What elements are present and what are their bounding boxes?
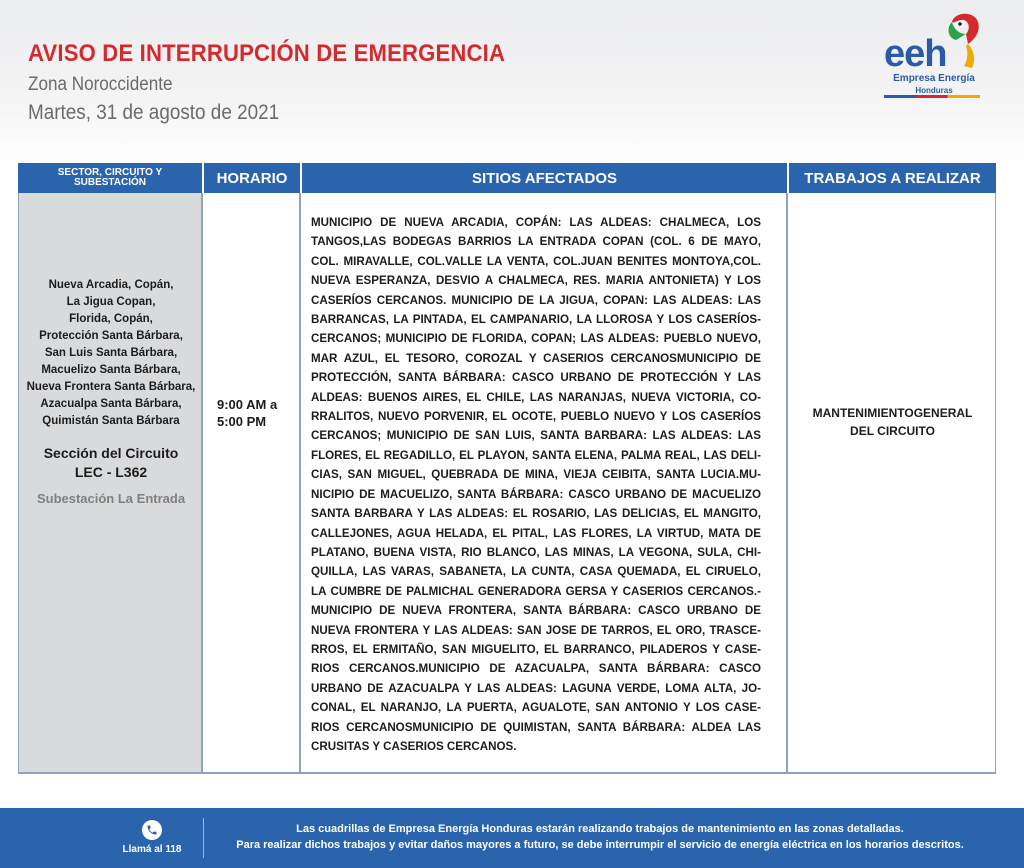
logo-tricolor-line	[884, 95, 980, 98]
logo-company: Empresa Energía	[893, 73, 975, 84]
place-item: Nueva Arcadia, Copán,	[48, 279, 174, 291]
place-item: San Luis Santa Bárbara,	[44, 347, 178, 359]
horario-cell	[202, 193, 300, 774]
trabajos-cell	[787, 193, 996, 774]
header-sitios: SITIOS AFECTADOS	[471, 169, 617, 187]
sitios-cell	[300, 193, 787, 774]
footer-line-2: Para realizar dichos trabajos y evitar daños mayores a futuro, se debe interrumpir el servicio de energía eléctrica en los horarios descritos.	[236, 839, 964, 851]
affected-sites-text: MUNICIPIO DE NUEVA ARCADIA, COPÁN: LAS ALDEAS: CHALMECA, LOS TANGOS,LAS BODEGAS BARRIOS LA ENTRADA COPAN (COL. 6 DE MAYO, COL. MIRAVALLE, COL.VALLE LA VENTA, COL.JUAN BENITES MONTOYA,COL. NUEVA ESPERANZA, DESVIO A CHALMECA, RES. MARIA ANTONIETA) Y LOS CASERÍOS CERCANOS. MUNICIPIO DE LA JIGUA, COPAN: LAS ALDEAS: LAS BARRANCAS, LA PINTADA, EL CAMPANARIO, LA LLOROSA Y LOS CASERÍOS-CERCANOS; MUNICIPIO DE FLORIDA, COPAN; LAS ALDEAS: PUEBLO NUEVO, MAR AZUL, EL TESORO, COROZAL Y CASERIOS CERCANOSMUNICIPIO DE PROTECCIÓN, SANTA BÁRBARA: CASCO URBANO DE PROTECCIÓN Y LAS ALDEAS: BUENOS AIRES, EL CHILE, LAS NARANJAS, NUEVA VICTORIA, CO-RRALITOS, NUEVO PORVENIR, EL OCOTE, PUEBLO NUEVO Y LOS CASERÍOS CERCANOS; MUNICIPIO DE SAN LUIS, SANTA BARBARA: LAS ALDEAS: LAS FLORES, EL REGADILLO, EL PLAYON, SANTA ELENA, PALMA REAL, LAS DELI-CIAS, SAN MIGUEL, QUEBRADA DE MINA, VIEJA CEIBITA, SANTA LUCIA.MU-NICIPIO DE MACUELIZO, SANTA BÁRBARA: CASCO URBANO DE MACUELIZO SANTA BARBARA Y LAS ALDEAS: EL ROSARIO, LAS DELICIAS, EL MANGITO, CALLEJONES, AGUA HELADA, EL PITAL, LAS FLORES, LA VIRTUD, MATA DE PLATANO, BUENA VISTA, RIO BLANCO, LAS MINAS, LA VEGONA, SULA, CHI-QUILLA, LAS VARAS, SABANETA, LA CUNTA, CASA QUEMADA, EL CIRUELO, LA CUMBRE DE PALMICHAL GENERADORA GERSA Y CASERIOS CERCANOS.-MUNICIPIO DE NUEVA FRONTERA, SANTA BÁRBARA: CASCO URBANO DE NUEVA FRONTERA Y LAS ALDEAS: SAN JOSE DE TARROS, EL ORO, TRASCE-RROS, EL ERMITAÑO, SAN MIGUELITO, EL BARRANCO, PILADEROS Y CASE-RIOS CERCANOS.MUNICIPIO DE AZACUALPA, SANTA BÁRBARA: CASCO URBANO DE AZACUALPA Y LAS ALDEAS: LAGUNA VERDE, LOMA ALTA, JO-CONAL, EL NARANJO, LA PUERTA, AGUALOTE, SAN ANTONIO Y LOS CASE-RIOS CERCANOSMUNICIPIO DE QUIMISTAN, SANTA BÁRBARA: ALDEA LAS CRUSITAS Y CASERIOS CERCANOS.	[311, 216, 761, 753]
footer-line-1: Las cuadrillas de Empresa Energía Honduras estarán realizando trabajos de mantenimiento en las zonas detalladas.	[296, 823, 904, 835]
schedule-start: 9:00 AM a	[217, 397, 278, 412]
schedule-end: 5:00 PM	[217, 414, 267, 429]
place-item: Azacualpa Santa Bárbara,	[40, 398, 182, 410]
circuit-section-title: Sección del Circuito	[43, 445, 179, 461]
circuit-section	[19, 444, 203, 482]
work-line: DEL CIRCUITO	[850, 424, 935, 438]
work-description	[788, 404, 997, 440]
place-item: Nueva Frontera Santa Bárbara,	[26, 381, 196, 393]
sector-cell	[18, 193, 202, 774]
table-row	[18, 193, 996, 774]
logo-country: Honduras	[915, 86, 953, 95]
date-label: Martes, 31 de agosto de 2021	[28, 101, 280, 124]
header-trabajos: TRABAJOS A REALIZAR	[804, 169, 981, 187]
header-horario: HORARIO	[216, 169, 288, 187]
affected-places-list	[19, 277, 203, 430]
footer-notice	[210, 821, 990, 853]
footer-divider	[203, 818, 204, 858]
place-item: Macuelizo Santa Bárbara,	[41, 364, 181, 376]
substation-label: Subestación La Entrada	[36, 491, 186, 506]
header-sector-label: SECTOR, CIRCUITO Y SUBESTACIÓN	[57, 167, 163, 188]
place-item: La Jigua Copan,	[66, 296, 156, 308]
zone-label: Zona Noroccidente	[28, 74, 173, 95]
circuit-code: LEC - L362	[74, 464, 148, 480]
place-item: Protección Santa Bárbara,	[39, 330, 183, 342]
place-item: Quimistán Santa Bárbara	[42, 415, 180, 427]
schedule-text	[217, 396, 297, 430]
phone-icon	[142, 820, 162, 840]
phone-label[interactable]: Llamá al 118	[122, 844, 182, 855]
logo-wordmark: eeh	[884, 33, 947, 75]
header-sector	[18, 163, 202, 193]
footer-bar	[0, 808, 1024, 868]
work-line: MANTENIMIENTOGENERAL	[812, 406, 973, 420]
page-title: AVISO DE INTERRUPCIÓN DE EMERGENCIA	[28, 40, 506, 67]
table-header	[18, 163, 996, 193]
place-item: Florida, Copán,	[69, 313, 153, 325]
